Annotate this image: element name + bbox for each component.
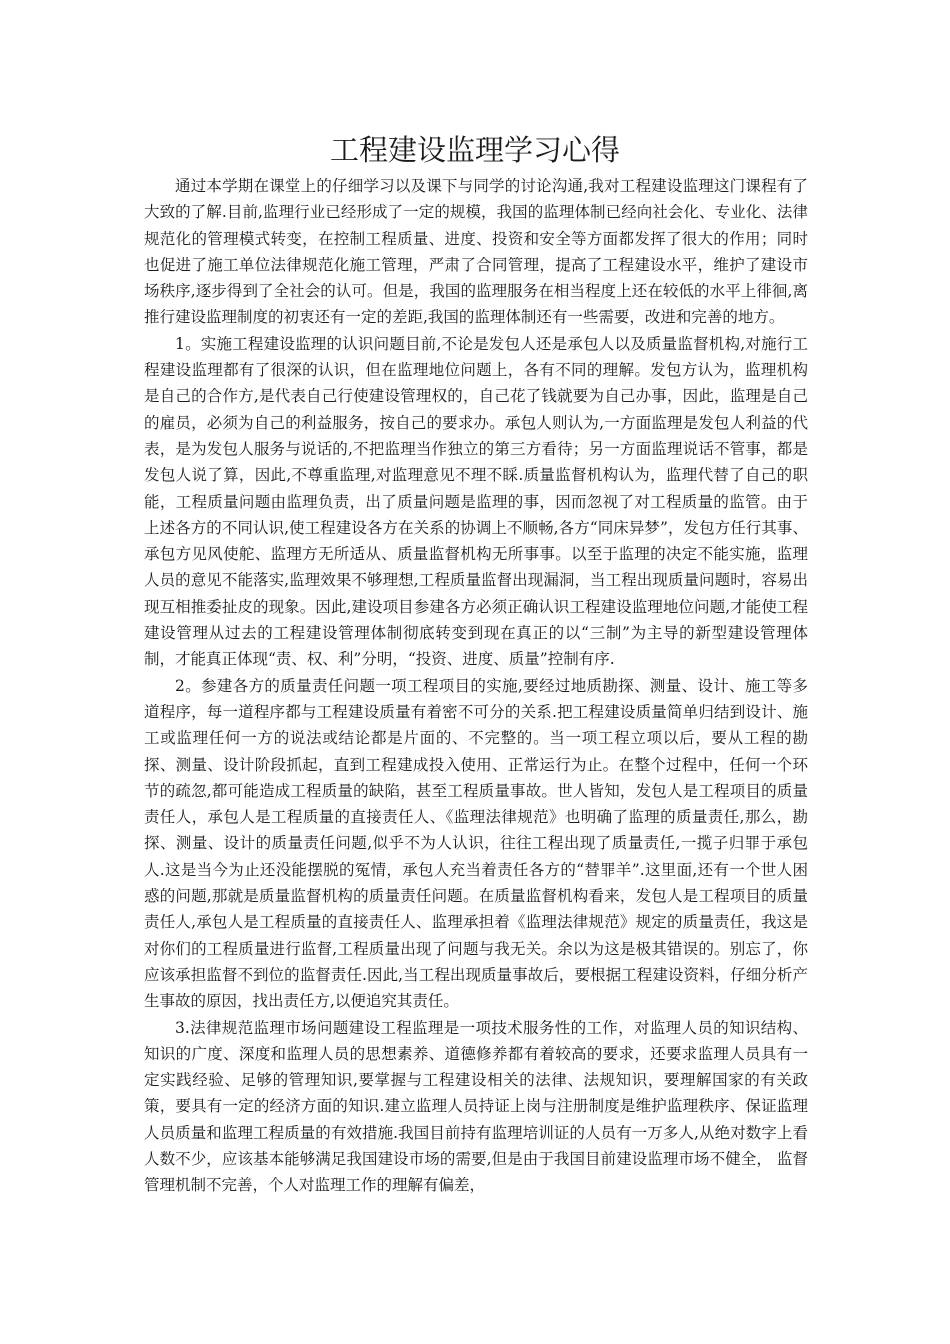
- document-body: [144, 173, 808, 1199]
- document-title: 工程建设监理学习心得: [329, 133, 620, 167]
- paragraph-section-1: 1。实施工程建设监理的认识问题目前,不论是发包人还是承包人以及质量监督机构,对施行工程建设监理都有了很深的认识，但在监理地位问题上，各有不同的理解。发包方认为，监理机构是自己的合作方,是代表自己行使建设管理权的，自己花了钱就要为自己办事，因此，监理是自己的雇员，必须为自己的利益服务，按自己的要求办。承包人则认为,一方面监理是发包人利益的代表，是为发包人服务与说话的,不把监理当作独立的第三方看待；另一方面监理说话不管事，都是发包人说了算，因此,不尊重监理,对监理意见不理不睬.质量监督机构认为，监理代替了自己的职能，工程质量问题由监理负责，出了质量问题是监理的事，因而忽视了对工程质量的监管。由于上述各方的不同认识,使工程建设各方在关系的协调上不顺畅,各方“同床异梦”，发包方任行其事、承包方见风使舵、监理方无所适从、质量监督机构无所事事。以至于监理的决定不能实施，监理人员的意见不能落实,监理效果不够理想,工程质量监督出现漏洞，当工程出现质量问题时，容易出现互相推委扯皮的现象。因此,建设项目参建各方必须正确认识工程建设监理地位问题,才能使工程建设管理从过去的工程建设管理体制彻底转变到现在真正的以“三制”为主导的新型建设管理体制，才能真正体现“责、权、利”分明，“投资、进度、质量”控制有序.: [144, 334, 808, 669]
- paragraph-intro: 通过本学期在课堂上的仔细学习以及课下与同学的讨论沟通,我对工程建设监理这门课程有了大致的了解.目前,监理行业已经形成了一定的规模，我国的监理体制已经向社会化、专业化、法律规范化的管理模式转变，在控制工程质量、进度、投资和安全等方面都发挥了很大的作用；同时也促进了施工单位法律规范化施工管理，严肃了合同管理，提高了工程建设水平，维护了建设市场秩序,逐步得到了全社会的认可。但是，我国的监理服务在相当程度上还在较低的水平上徘徊,离推行建设监理制度的初衷还有一定的差距,我国的监理体制还有一些需要，改进和完善的地方。: [144, 177, 808, 327]
- paragraph-section-3: 3.法律规范监理市场问题建设工程监理是一项技术服务性的工作，对监理人员的知识结构、知识的广度、深度和监理人员的思想素养、道德修养都有着较高的要求，还要求监理人员具有一定实践经验、足够的管理知识,要掌握与工程建设相关的法律、法规知识，要理解国家的有关政策，要具有一定的经济方面的知识.建立监理人员持证上岗与注册制度是维护监理秩序、保证监理人员质量和监理工程质量的有效措施.我国目前持有监理培训证的人员有一万多人,从绝对数字上看人数不少，应该基本能够满足我国建设市场的需要,但是由于我国目前建设监理市场不健全， 监督管理机制不完善，个人对监理工作的理解有偏差，: [144, 1018, 808, 1195]
- paragraph-section-2: 2。参建各方的质量责任问题一项工程项目的实施,要经过地质勘探、测量、设计、施工等多道程序，每一道程序都与工程建设质量有着密不可分的关系.把工程建设质量简单归结到设计、施工或监理任何一方的说法或结论都是片面的、不完整的。当一项工程立项以后，要从工程的勘探、测量、设计阶段抓起，直到工程建成投入使用、正常运行为止。在整个过程中，任何一个环节的疏忽,都可能造成工程质量的缺陷，甚至工程质量事故。世人皆知，发包人是工程项目的质量责任人，承包人是工程质量的直接责任人、《监理法律规范》也明确了监理的质量责任,那么，勘探、测量、设计的质量责任问题,似乎不为人认识，往往工程出现了质量责任,一揽子归罪于承包人.这是当今为止还没能摆脱的冤情，承包人充当着责任各方的“替罪羊”.这里面,还有一个世人困惑的问题,那就是质量监督机构的质量责任问题。在质量监督机构看来，发包人是工程项目的质量责任人,承包人是工程质量的直接责任人、监理承担着《监理法律规范》规定的质量责任，我这是对你们的工程质量进行监督,工程质量出现了问题与我无关。余以为这是极其错误的。别忘了，你应该承担监督不到位的监督责任.因此,当工程出现质量事故后，要根据工程建设资料，仔细分析产生事故的原因，找出责任方,以便追究其责任。: [144, 676, 808, 1011]
